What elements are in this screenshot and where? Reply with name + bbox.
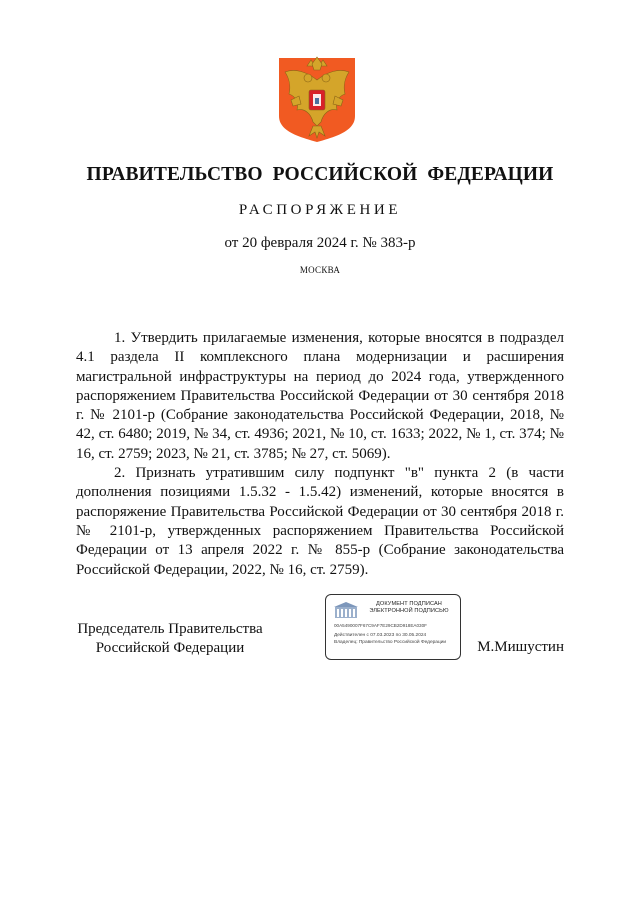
signatory-position bbox=[70, 620, 270, 658]
document-body bbox=[76, 329, 564, 580]
russian-coat-of-arms-icon bbox=[277, 56, 357, 144]
signatory-name: М.Мишустин bbox=[477, 639, 564, 655]
document-date-number: от 20 февраля 2024 г. № 383-р bbox=[224, 235, 416, 251]
document-city: МОСКВА bbox=[299, 265, 341, 275]
building-emblem-icon bbox=[334, 601, 358, 619]
government-title: ПРАВИТЕЛЬСТВО РОССИЙСКОЙ ФЕДЕРАЦИИ bbox=[86, 164, 554, 185]
signatory-position-line2: Российской Федерации bbox=[95, 640, 245, 656]
stamp-title: ДОКУМЕНТ ПОДПИСАН ЭЛЕКТРОННОЙ ПОДПИСЬЮ bbox=[369, 601, 449, 614]
paragraph-2: 2. Признать утратившим силу подпункт "в" пункта 2 (в части дополнения позициями 1.5.32 - 1.5.42) изменений, которые вносятся в распоряжение Правительства Российской Федерации от 30 сентября 2018 г. № 2101-р, утвержденных распоряжением Правительства Российской Федерации от 13 апреля 2022 г. № 855-р (Собрание законодательства Российской Федерации, 2022, № 16, ст. 2759). bbox=[76, 465, 564, 578]
paragraph-1: 1. Утвердить прилагаемые изменения, которые вносятся в подраздел 4.1 раздела II комплексного плана модернизации и расширения магистральной инфраструктуры на период до 2024 года, утвержденного распоряжением Правительства Российской Федерации от 30 сентября 2018 г. № 2101-р (Собрание законодательства Российской Федерации, 2018, № 42, ст. 6480; 2019, № 34, ст. 4936; 2021, № 10, ст. 1633; 2022, № 1, ст. 374; № 16, ст. 2759; 2023, № 21, ст. 3785; № 27, ст. 5069). bbox=[76, 330, 564, 462]
certificate-validity: Действителен с 07.03.2023 по 30.05.2024 bbox=[334, 633, 427, 638]
electronic-signature-stamp bbox=[325, 594, 461, 660]
document-type: РАСПОРЯЖЕНИЕ bbox=[238, 202, 402, 218]
certificate-owner: Владелец: Правительство Российской Федерации bbox=[334, 640, 447, 645]
certificate-serial: 00A5490007F67C9AF7E29CB2D918EA030F bbox=[334, 623, 427, 628]
signatory-position-line1: Председатель Правительства bbox=[77, 621, 263, 637]
